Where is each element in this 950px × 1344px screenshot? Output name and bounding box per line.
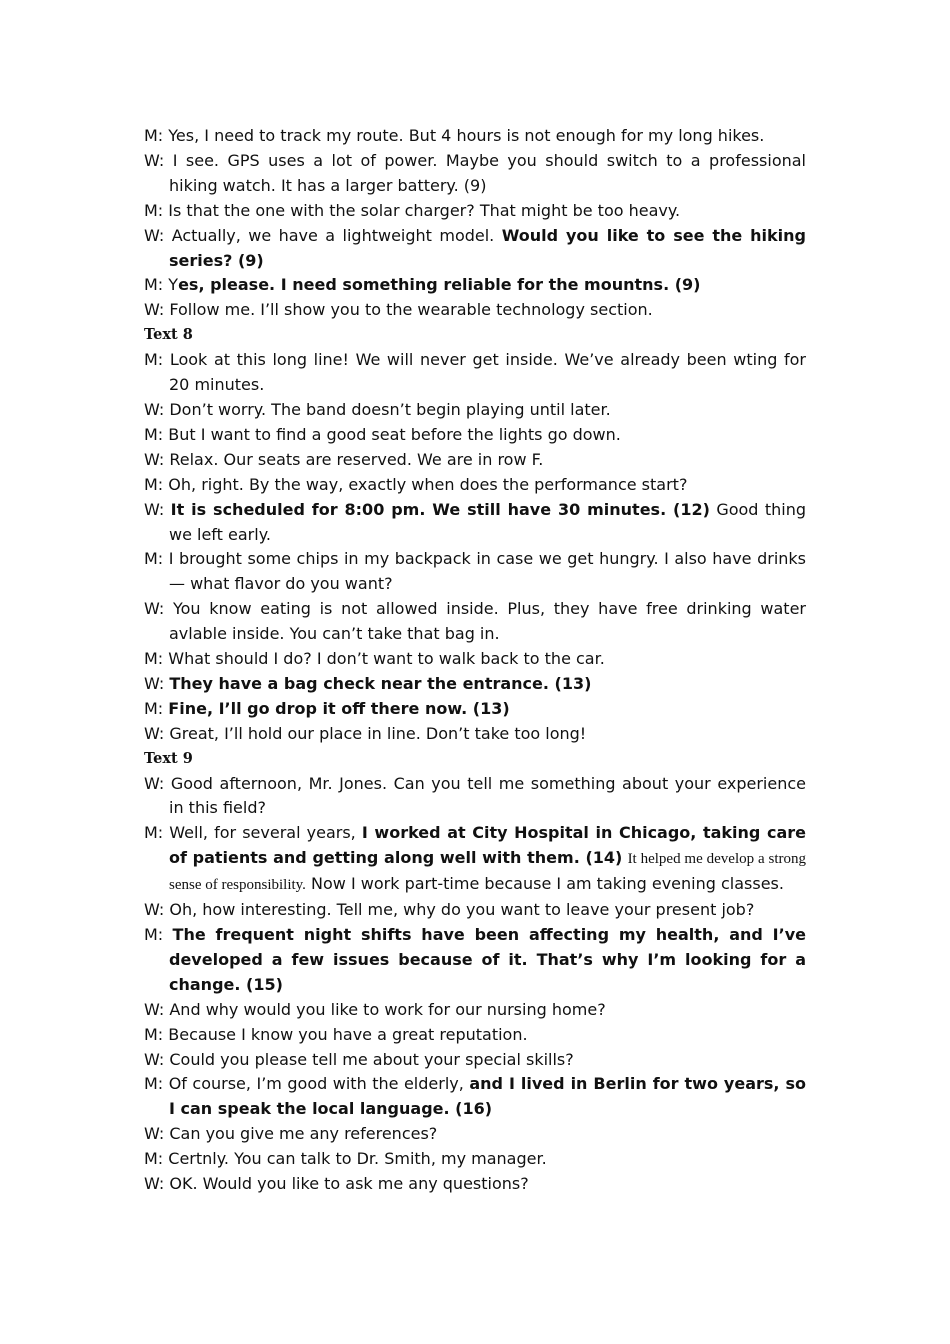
bold-answer-text: They have a bag check near the entrance. (13) (169, 673, 592, 693)
dialogue-line (144, 1172, 806, 1197)
dialogue-line (144, 547, 806, 597)
dialogue-text: M: Is that the one with the solar charger? That might be too heavy. (144, 200, 681, 220)
dialogue-text: M: Certnly. You can talk to Dr. Smith, my manager. (144, 1149, 547, 1169)
dialogue-text: M: Look at this long line! We will never get inside. We’ve already been wting for 20 minutes. (144, 350, 806, 395)
dialogue-line (144, 1023, 806, 1048)
dialogue-text: Text 9 (144, 749, 193, 767)
dialogue-line (144, 423, 806, 448)
dialogue-line (144, 224, 806, 274)
dialogue-text: W: Don’t worry. The band doesn’t begin playing until later. (144, 399, 611, 419)
dialogue-line (144, 1147, 806, 1172)
dialogue-line (144, 923, 806, 998)
dialogue-text: M: Y (144, 275, 179, 295)
dialogue-text: M: (144, 698, 169, 718)
bold-answer-text: es, please. I need something reliable for the mountns. (9) (178, 275, 701, 295)
bold-answer-text: Fine, I’ll go drop it off there now. (13) (168, 698, 510, 718)
dialogue-text: W: Follow me. I’ll show you to the wearable technology section. (144, 300, 653, 320)
dialogue-line (144, 998, 806, 1023)
dialogue-line (144, 149, 806, 199)
dialogue-text: W: Good afternoon, Mr. Jones. Can you tell me something about your experience in this field? (144, 773, 806, 818)
dialogue-line (144, 273, 806, 298)
dialogue-text: W: OK. Would you like to ask me any questions? (144, 1174, 529, 1194)
dialogue-text: M: Because I know you have a great reputation. (144, 1024, 528, 1044)
dialogue-text: M: What should I do? I don’t want to walk back to the car. (144, 649, 605, 669)
dialogue-line (144, 473, 806, 498)
dialogue-line (144, 722, 806, 747)
section-heading (144, 323, 806, 348)
dialogue-text: M: (144, 925, 173, 944)
dialogue-text: Now I work part-time because I am taking evening classes. (305, 874, 784, 894)
dialogue-text: M: Well, for several years, (144, 823, 362, 843)
dialogue-line (144, 1122, 806, 1147)
dialogue-text: W: You know eating is not allowed inside. Plus, they have free drinking water avlable inside. You can’t take that bag in. (144, 599, 806, 644)
dialogue-line (144, 697, 806, 722)
dialogue-line (144, 898, 806, 923)
dialogue-line (144, 124, 806, 149)
dialogue-text: W: Relax. Our seats are reserved. We are in row F. (144, 449, 544, 469)
dialogue-text: W: Can you give me any references? (144, 1124, 438, 1144)
dialogue-line (144, 398, 806, 423)
dialogue-line (144, 498, 806, 548)
dialogue-text: M: Oh, right. By the way, exactly when does the performance start? (144, 474, 688, 494)
dialogue-line (144, 821, 806, 898)
dialogue-text: W: Great, I’ll hold our place in line. Don’t take too long! (144, 723, 587, 743)
dialogue-line (144, 597, 806, 647)
section-heading (144, 747, 806, 772)
dialogue-text: W: (144, 499, 171, 519)
bold-answer-text: Would you like to see the hiking series? (9) (169, 225, 806, 270)
dialogue-line (144, 1072, 806, 1122)
dialogue-line (144, 1048, 806, 1073)
dialogue-text: W: Actually, we have a lightweight model. (144, 225, 502, 245)
dialogue-text: W: Could you please tell me about your special skills? (144, 1049, 574, 1069)
dialogue-line (144, 298, 806, 323)
dialogue-text: M: But I want to find a good seat before the lights go down. (144, 424, 621, 444)
bold-answer-text: The frequent night shifts have been affecting my health, and I’ve developed a few issues because of it. That’s why I’m looking for a change. (15) (169, 925, 806, 994)
dialogue-text: W: Oh, how interesting. Tell me, why do you want to leave your present job? (144, 900, 755, 920)
dialogue-text: W: I see. GPS uses a lot of power. Maybe you should switch to a professional hiking watch. It has a larger battery. (9) (144, 150, 806, 195)
dialogue-line (144, 647, 806, 672)
bold-answer-text: It is scheduled for 8:00 pm. We still have 30 minutes. (12) (170, 499, 710, 519)
transcript-page (144, 124, 806, 1197)
dialogue-text: M: I brought some chips in my backpack in case we get hungry. I also have drinks — what flavor do you want? (144, 549, 806, 594)
dialogue-text: M: Of course, I’m good with the elderly, (144, 1074, 470, 1094)
dialogue-line (144, 772, 806, 822)
dialogue-text: Text 8 (144, 326, 193, 344)
dialogue-line (144, 199, 806, 224)
dialogue-line (144, 448, 806, 473)
dialogue-text: It helped me develop a strong sense of responsibility. (169, 851, 806, 894)
dialogue-line (144, 672, 806, 697)
dialogue-line (144, 348, 806, 398)
bold-answer-text: I worked at City Hospital in Chicago, taking care of patients and getting along well with them. (14) (169, 823, 807, 868)
dialogue-text: M: Yes, I need to track my route. But 4 hours is not enough for my long hikes. (144, 126, 765, 145)
dialogue-text: Good thing we left early. (169, 499, 807, 544)
dialogue-text: W: And why would you like to work for our nursing home? (144, 999, 606, 1019)
bold-answer-text: and I lived in Berlin for two years, so I can speak the local language. (16) (169, 1074, 806, 1119)
dialogue-text: W: (144, 673, 170, 693)
